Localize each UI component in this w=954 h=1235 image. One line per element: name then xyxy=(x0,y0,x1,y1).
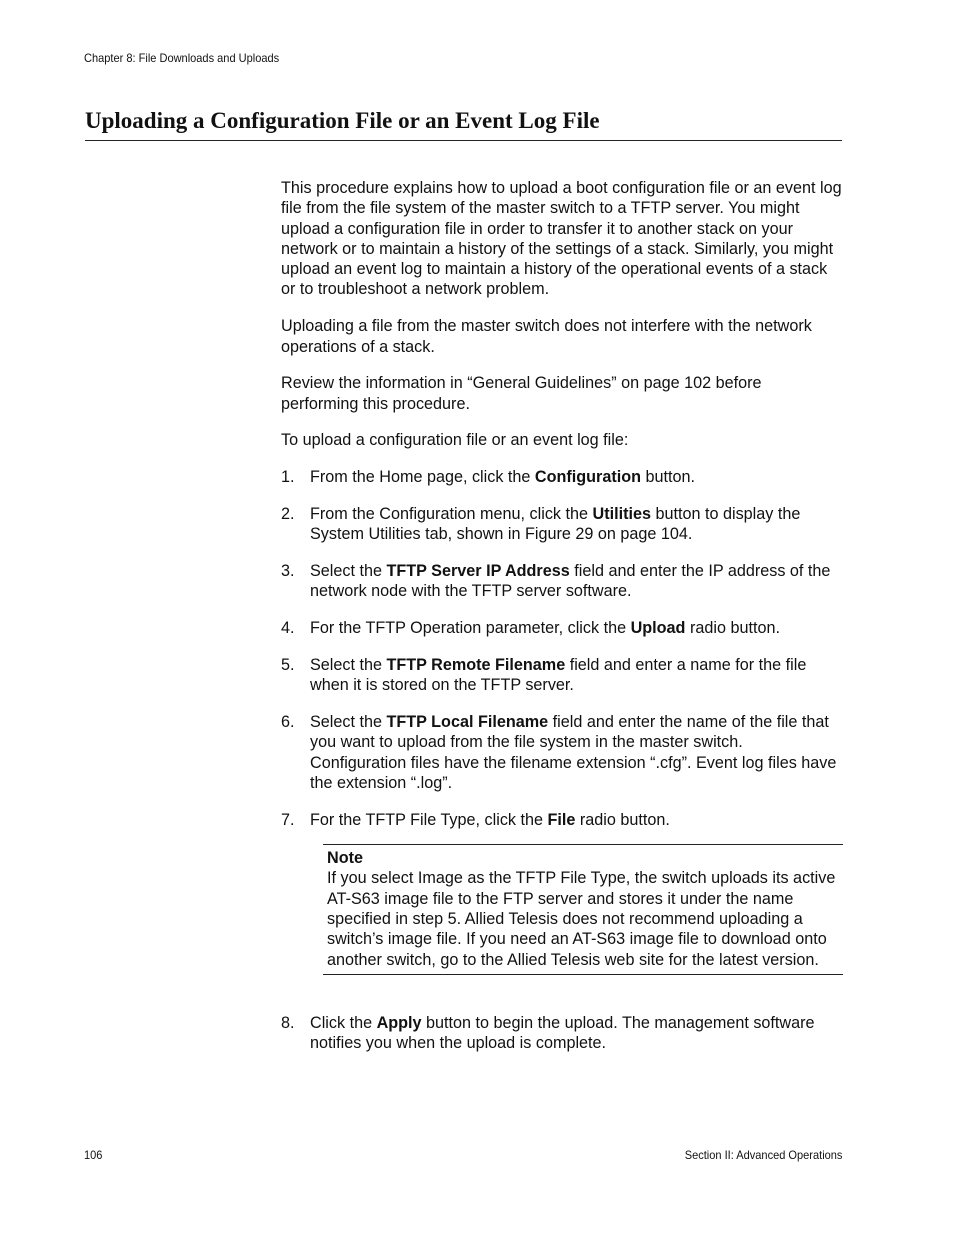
procedure-steps xyxy=(281,467,843,830)
step-text: button to begin the upload. The management software notifies you when the upload is complete. xyxy=(310,1013,815,1053)
section-title: Uploading a Configuration File or an Event Log File xyxy=(85,106,842,141)
intro-paragraph: To upload a configuration file or an event log file: xyxy=(281,431,629,450)
running-header: Chapter 8: File Downloads and Uploads xyxy=(84,51,280,65)
step-number: 7. xyxy=(281,810,295,829)
step-number: 3. xyxy=(281,562,295,581)
step-item xyxy=(281,1013,843,1054)
step-text: Click the xyxy=(310,1013,377,1032)
step-item xyxy=(281,504,843,545)
intro-paragraph: This procedure explains how to upload a boot configuration file or an event log file from the file system of the master switch to a TFTP server. You might upload a configuration file in order to transfer it to another stack on your network or to maintain a history of the settings of a stack. Similarly, you might upload an event log to maintain a history of the operational events of a stack or to troubleshoot a network problem. xyxy=(281,179,842,299)
step-number: 6. xyxy=(281,713,295,732)
step-item xyxy=(281,810,843,830)
note-title: Note xyxy=(327,849,363,868)
step-text: radio button. xyxy=(575,810,670,829)
page-number: 106 xyxy=(84,1148,103,1162)
step-ui-term: TFTP Local Filename xyxy=(386,713,549,732)
step-text: From the Configuration menu, click the xyxy=(310,505,593,524)
step-text: radio button. xyxy=(685,619,780,638)
step-text: Select the xyxy=(310,562,387,581)
step-number: 5. xyxy=(281,656,295,675)
step-number: 2. xyxy=(281,505,295,524)
step-text: field and enter the IP address of the network node with the TFTP server software. xyxy=(310,562,831,601)
procedure-steps-continued xyxy=(281,1013,843,1054)
body-text xyxy=(281,178,843,1070)
step-text: Select the xyxy=(310,656,387,675)
step-text: From the Home page, click the xyxy=(310,468,535,487)
step-ui-term: Upload xyxy=(630,619,686,638)
step-item xyxy=(281,561,843,602)
running-footer: Section II: Advanced Operations xyxy=(684,1148,842,1162)
step-text: button. xyxy=(641,468,696,487)
note-box xyxy=(323,844,843,975)
step-ui-term: Configuration xyxy=(534,468,642,487)
step-item xyxy=(281,618,843,638)
step-ui-term: Utilities xyxy=(592,505,651,524)
step-ui-term: File xyxy=(547,810,576,829)
step-number: 4. xyxy=(281,619,295,638)
step-ui-term: TFTP Server IP Address xyxy=(386,562,570,581)
note-text: If you select Image as the TFTP File Type, the switch uploads its active AT-S63 image file to the FTP server and stores it under the name specified in step 5. Allied Telesis does not recommend uploading a switch’s image file. If you need an AT-S63 image file to download onto another switch, go to the Allied Telesis web site for the latest version. xyxy=(327,869,836,969)
step-number: 8. xyxy=(281,1013,295,1032)
step-text: field and enter the name of the file that you want to upload from the file system in the master switch. Configuration files have the filename extension “.cfg”. Event log files have the extension “.log”. xyxy=(310,713,837,793)
step-ui-term: TFTP Remote Filename xyxy=(386,656,566,675)
step-item xyxy=(281,655,843,696)
step-number: 1. xyxy=(281,468,295,487)
step-item xyxy=(281,467,843,487)
step-text: For the TFTP Operation parameter, click the xyxy=(310,619,631,638)
step-text: field and enter a name for the file when it is stored on the TFTP server. xyxy=(310,656,807,695)
step-text: Select the xyxy=(310,713,387,732)
intro-paragraph: Review the information in “General Guidelines” on page 102 before performing this procedure. xyxy=(281,374,762,413)
step-item xyxy=(281,712,843,793)
step-text: For the TFTP File Type, click the xyxy=(310,810,548,829)
step-text: button to display the System Utilities tab, shown in Figure 29 on page 104. xyxy=(310,505,801,544)
step-ui-term: Apply xyxy=(376,1013,422,1032)
intro-paragraph: Uploading a file from the master switch does not interfere with the network operations of a stack. xyxy=(281,317,812,356)
